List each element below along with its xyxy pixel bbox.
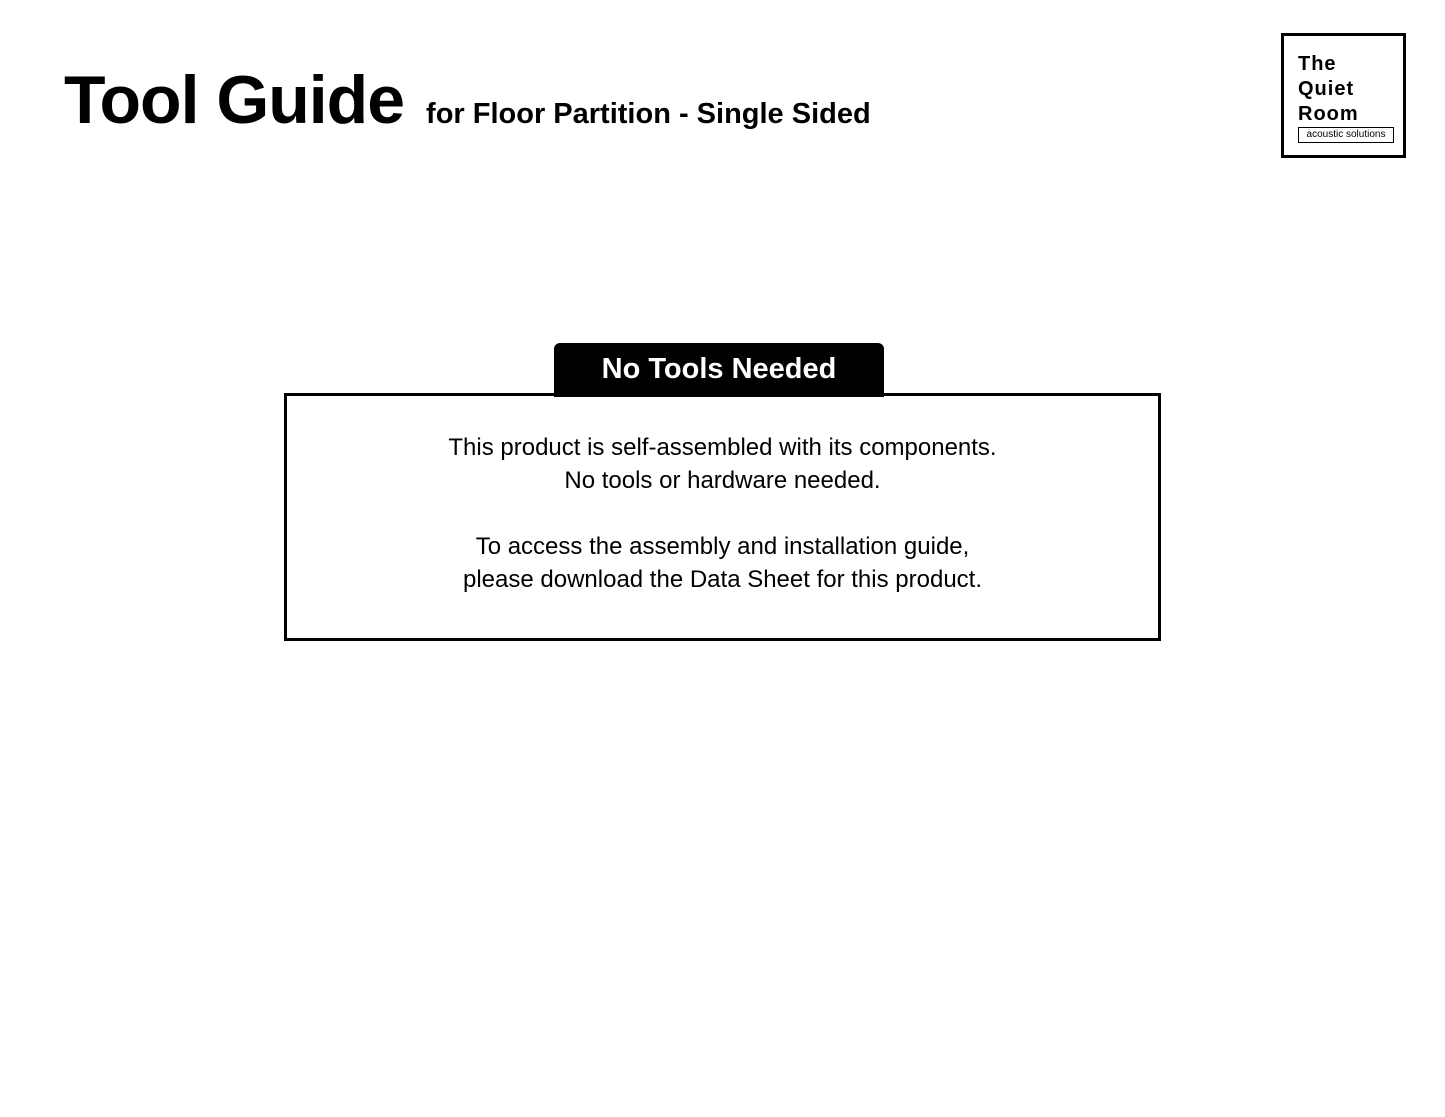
- brand-logo: [1281, 33, 1406, 158]
- logo-tagline: acoustic solutions: [1298, 127, 1394, 143]
- page-subtitle: for Floor Partition - Single Sided: [426, 98, 871, 130]
- logo-line-1: The: [1298, 53, 1337, 75]
- notice-tab-label: No Tools Needed: [554, 343, 884, 397]
- page-header: [64, 62, 871, 138]
- notice-text-line: please download the Data Sheet for this product.: [463, 566, 982, 593]
- notice-paragraph-1: [287, 431, 1158, 497]
- notice-text-line: This product is self-assembled with its components.: [448, 434, 997, 461]
- notice-text-line: No tools or hardware needed.: [564, 467, 881, 494]
- page-title: Tool Guide: [64, 62, 405, 138]
- notice-box: [284, 393, 1161, 641]
- logo-line-3: Room: [1298, 103, 1359, 125]
- notice-paragraph-2: [287, 530, 1158, 596]
- logo-line-2: Quiet: [1298, 78, 1355, 100]
- notice-text-line: To access the assembly and installation guide,: [475, 533, 970, 560]
